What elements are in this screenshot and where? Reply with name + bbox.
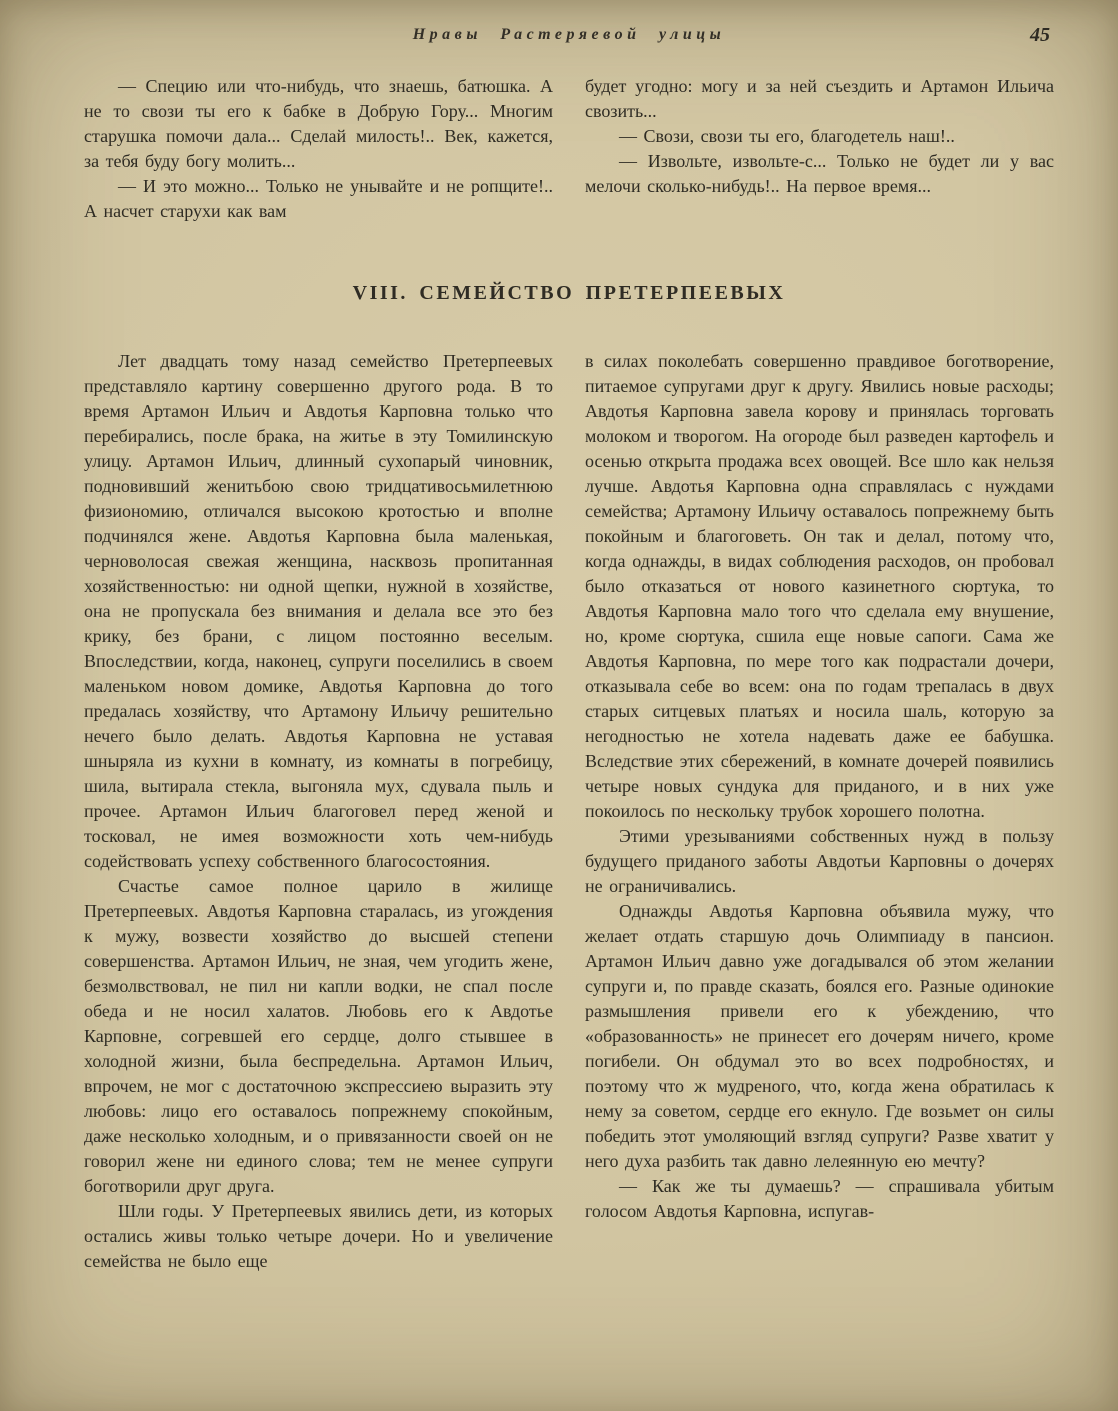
intro-left-column: [84, 74, 553, 224]
chapter-heading: VIII. СЕМЕЙСТВО ПРЕТЕРПЕЕВЫХ: [352, 282, 786, 304]
body-paragraph: Однажды Авдотья Карповна объявила мужу, что желает отдать старшую дочь Олимпиаду в пансион. Артамон Ильич давно уже догадывался об этом желании супруги и, по правде сказать, боялся его. Разные одинокие размышления привели его к убеждению, что «образованность» не принесет его дочерям ничего, кроме погибели. Он обдумал это во всех подробностях, и поэтому что ж мудреного, что, когда жена обратилась к нему за советом, сердце его екнуло. Где возьмет он силы победить этот умоляющий взгляд супруги? Разве хватит у него духа разбить так давно лелеянную ею мечту?: [585, 901, 1054, 1171]
page-header: [84, 26, 1054, 54]
dialogue-paragraph: — Свози, свози ты его, благодетель наш!..: [619, 126, 955, 146]
body-continuation-paragraph: в силах поколебать совершенно правдивое боготворение, питаемое супругами друг к другу. Явились новые расходы; Авдотья Карповна завела корову и принялась торговать молоком и творогом. На огороде был разведен картофель и осенью открыта продажа всех овощей. Все шло как нельзя лучше. Авдотья Карповна одна справлялась с нуждами семейства; Артамону Ильичу оставалось попрежнему быть покойным и благоговеть. Он так и делал, потому что, когда однажды, в видах соблюдения расходов, он пробовал было отказаться от нового казинетного сюртука, то Авдотья Карповна мало того что сделала ему внушение, но, кроме сюртука, сшила еще новые сапоги. Сама же Авдотья Карповна, по мере того как подрастали дочери, отказывала себе во всем: она по годам трепалась в двух старых ситцевых платьях и носила шаль, которую за негодностью не хотела надевать даже ее бабушка. Вследствие этих сбережений, в комнате дочерей появились четыре новых сундука для приданого, и в них уже покоилось по нескольку трубок хорошего полотна.: [585, 351, 1054, 821]
body-paragraph: Шли годы. У Претерпеевых явились дети, из которых остались живы только четыре дочери. Но и увеличение семейства не было еще: [84, 1201, 553, 1271]
dialogue-paragraph: — Как же ты думаешь? — спрашивала убитым голосом Авдотья Карповна, испугав-: [585, 1176, 1054, 1221]
dialogue-paragraph: — Извольте, извольте-с... Только не будет ли у вас мелочи сколько-нибудь!.. На первое время...: [585, 151, 1054, 196]
page-number: 45: [1030, 24, 1050, 46]
dialogue-paragraph: — И это можно... Только не унывайте и не ропщите!.. А насчет старухи как вам: [84, 176, 553, 221]
body-paragraph: Лет двадцать тому назад семейство Претерпеевых представляло картину совершенно другого рода. В то время Артамон Ильич и Авдотья Карповна только что перебирались, после брака, на житье в эту Томилинскую улицу. Артамон Ильич, длинный сухопарый чиновник, подновивший женитьбою свою тридцативосьмилетнюю физиономию, отличался высокою кротостью и вполне подчинялся жене. Авдотья Карповна была маленькая, черноволосая свежая женщина, насквозь пропитанная хозяйственностью: ни одной щепки, нужной в хозяйстве, она не пропускала без внимания и делала все это без крику, без брани, с лицом постоянно веселым. Впоследствии, когда, наконец, супруги поселились в своем маленьком новом домике, Авдотья Карповна до того предалась хозяйству, что Артамону Ильичу решительно нечего было делать. Авдотья Карповна не уставая шныряла из кухни в комнату, из комнаты в погребицу, шила, вытирала стекла, выгоняла мух, сдувала пыль и прочее. Артамон Ильич благоговел перед женой и тосковал, не имея возможности хоть чем-нибудь содействовать успеху собственного благосостояния.: [84, 351, 553, 871]
chapter-body-section: [84, 349, 1054, 1274]
body-paragraph: Счастье самое полное царило в жилище Претерпеевых. Авдотья Карповна старалась, из угождения к мужу, возвести хозяйство до высшей степени совершенства. Артамон Ильич, не зная, чем угодить жене, безмолвствовал, не пил ни капли водки, не спал после обеда и не носил халатов. Любовь его к Авдотье Карповне, согревшей его сердце, долго стывшее в холодной жизни, была беспредельна. Артамон Ильич, впрочем, не мог с достаточною экспрессиею выразить эту любовь: лицо его оставалось попрежнему спокойным, даже несколько холодным, и о привязанности своей он не говорил жене ни единого слова; тем не менее супруги боготворили друг друга.: [84, 876, 553, 1196]
body-left-column: [84, 349, 553, 1274]
dialogue-continuation-paragraph: будет угодно: могу и за ней съездить и Артамон Ильича свозить...: [585, 76, 1054, 121]
body-right-column: [585, 349, 1054, 1274]
dialogue-paragraph: — Специю или что-нибудь, что знаешь, батюшка. А не то свози ты его к бабке в Добрую Гору... Многим старушка помочи дала... Сделай милость!.. Век, кажется, за тебя буду богу молить...: [84, 76, 553, 171]
intro-dialogue-section: [84, 74, 1054, 224]
intro-right-column: [585, 74, 1054, 224]
body-paragraph: Этими урезываниями собственных нужд в пользу будущего приданого заботы Авдотьи Карповны о дочерях не ограничивались.: [585, 826, 1054, 896]
running-title: Нравы Растеряевой улицы: [412, 26, 726, 43]
